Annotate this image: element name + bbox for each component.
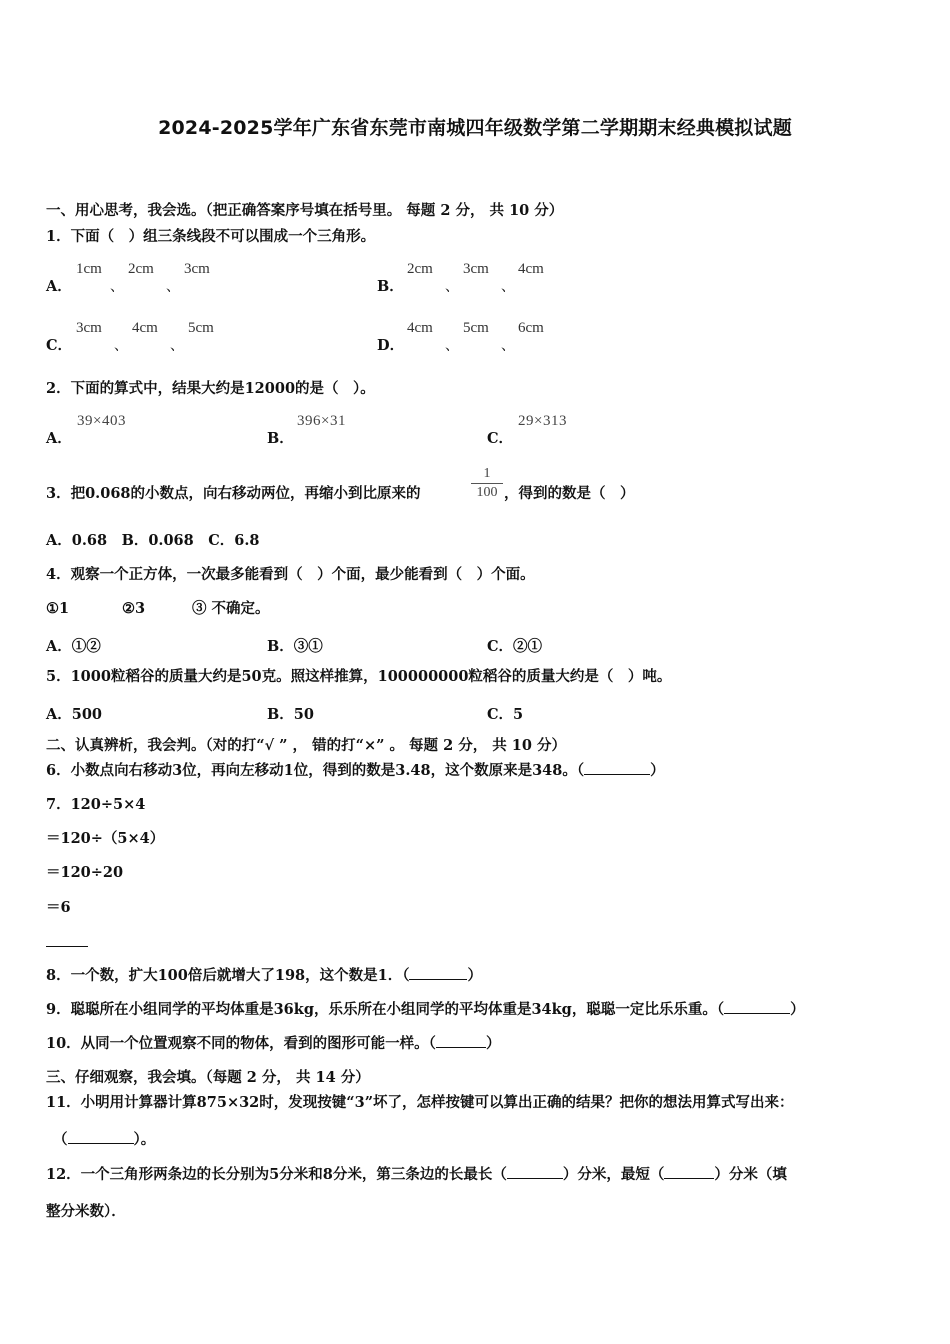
q12-answer-blank-2[interactable]: [664, 1166, 714, 1179]
q9-answer-blank[interactable]: [724, 1001, 790, 1014]
question-9: [46, 1001, 805, 1019]
q1-option-d-label: D．: [377, 337, 405, 354]
question-6: [46, 762, 665, 780]
question-4-stem: 4．观察一个正方体，一次最多能看到（ ）个面，最少能看到（ ）个面。: [46, 566, 535, 583]
q1-b-sep-1: 、: [445, 279, 459, 295]
q1-b-seg-1: 2cm: [407, 261, 433, 277]
q7-line-3: ＝120÷20: [46, 864, 124, 881]
q7-line-4: ＝6: [46, 899, 71, 916]
q2-option-a-expr: 39×403: [77, 413, 126, 429]
question-12-line-2: 整分米数）．: [46, 1203, 126, 1220]
page-title: 2024-2025学年广东省东莞市南城四年级数学第二学期期末经典模拟试题: [158, 117, 792, 139]
q11-open: （: [53, 1131, 68, 1148]
fraction-denominator: 100: [476, 485, 498, 500]
q9-stem: 9．聪聪所在小组同学的平均体重是36kg，乐乐所在小组同学的平均体重是34kg，聪聪一定比乐乐重。（: [46, 1001, 725, 1018]
question-3-stem-b: ，得到的数是（ ）: [504, 485, 635, 502]
q1-d-sep-1: 、: [445, 338, 459, 354]
question-1-stem: 1．下面（ ）组三条线段不可以围成一个三角形。: [46, 228, 376, 245]
q1-option-a-label: A．: [46, 278, 72, 295]
q4-choice-3: ③ 不确定。: [192, 600, 270, 617]
question-11-stem: 11．小明用计算器计算875×32时，发现按键“3”坏了，怎样按键可以算出正确的结果？把你的想法用算式写出来：: [46, 1094, 794, 1111]
q1-c-seg-3: 5cm: [188, 320, 214, 336]
q1-a-sep-1: 、: [110, 279, 124, 295]
question-12: [46, 1166, 787, 1184]
q4-option-b: B．③①: [267, 638, 323, 655]
q6-answer-blank[interactable]: [584, 762, 650, 775]
q1-b-seg-3: 4cm: [518, 261, 544, 277]
q2-option-b-expr: 396×31: [297, 413, 346, 429]
q12-stem-a: 12．一个三角形两条边的长分别为5分米和8分米，第三条边的长最长（: [46, 1166, 507, 1183]
q5-option-b: B．50: [267, 706, 314, 723]
question-3-stem-a: 3．把0.068的小数点，向右移动两位，再缩小到比原来的: [46, 485, 421, 502]
fraction-bar: [471, 483, 503, 484]
q10-stem: 10．从同一个位置观察不同的物体，看到的图形可能一样。（: [46, 1035, 436, 1052]
q1-a-sep-2: 、: [166, 279, 180, 295]
q2-option-a-label: A．: [46, 430, 72, 447]
q5-option-c: C．5: [487, 706, 524, 723]
q2-option-c-label: C．: [487, 430, 514, 447]
q11-close: ）。: [133, 1131, 156, 1148]
q4-option-a: A．①②: [46, 638, 101, 655]
q4-choice-2: ②3: [122, 600, 146, 617]
q1-c-seg-2: 4cm: [132, 320, 158, 336]
q2-option-c-expr: 29×313: [518, 413, 567, 429]
q6-stem: 6．小数点向右移动3位，再向左移动1位，得到的数是3.48，这个数原来是348。（: [46, 762, 585, 779]
q12-answer-blank-1[interactable]: [507, 1166, 563, 1179]
section-heading-3: 三、仔细观察，我会填。（每题 2 分， 共 14 分）: [46, 1069, 370, 1086]
q9-end: ）: [790, 1001, 805, 1018]
q1-a-seg-3: 3cm: [184, 261, 210, 277]
q1-c-seg-1: 3cm: [76, 320, 102, 336]
q8-answer-blank[interactable]: [409, 967, 467, 980]
q1-option-c-label: C．: [46, 337, 73, 354]
q1-a-seg-2: 2cm: [128, 261, 154, 277]
q12-stem-b: ）分米，最短（: [562, 1166, 665, 1183]
fraction-numerator: 1: [483, 466, 491, 481]
q10-end: ）: [485, 1035, 501, 1052]
q7-line-1: 7．120÷5×4: [46, 796, 146, 813]
q1-option-b-label: B．: [377, 278, 404, 295]
q1-c-sep-2: 、: [170, 338, 184, 354]
q6-end: ）: [650, 762, 665, 779]
q1-b-seg-2: 3cm: [463, 261, 489, 277]
question-8: [46, 967, 482, 985]
q2-option-b-label: B．: [267, 430, 294, 447]
q8-end: ）: [467, 967, 482, 984]
q11-answer: [53, 1131, 155, 1149]
q1-d-seg-3: 6cm: [518, 320, 544, 336]
q1-b-sep-2: 、: [501, 279, 515, 295]
q7-line-2: ＝120÷（5×4）: [46, 830, 165, 847]
q3-options: A．0.68 B．0.068 C．6.8: [46, 532, 260, 549]
q1-c-sep-1: 、: [114, 338, 128, 354]
q1-a-seg-1: 1cm: [76, 261, 102, 277]
q8-stem: 8．一个数，扩大100倍后就增大了198，这个数是1．（: [46, 967, 410, 984]
q4-option-c: C．②①: [487, 638, 543, 655]
q5-option-a: A．500: [46, 706, 103, 723]
q1-d-sep-2: 、: [501, 338, 515, 354]
q7-answer-blank[interactable]: [46, 946, 88, 947]
question-5-stem: 5．1000粒稻谷的质量大约是50克。照这样推算，100000000粒稻谷的质量大约是（ ）吨。: [46, 668, 672, 685]
q4-choice-1: ①1: [46, 600, 70, 617]
fraction-one-hundredth: [471, 466, 503, 501]
q10-answer-blank[interactable]: [436, 1035, 486, 1048]
q12-stem-c: ）分米（填: [714, 1166, 787, 1183]
section-heading-1: 一、用心思考，我会选。（把正确答案序号填在括号里。 每题 2 分， 共 10 分）: [46, 202, 564, 219]
q11-answer-blank[interactable]: [68, 1131, 134, 1144]
q1-d-seg-2: 5cm: [463, 320, 489, 336]
question-2-stem: 2．下面的算式中，结果大约是12000的是（ ）。: [46, 380, 375, 397]
q1-d-seg-1: 4cm: [407, 320, 433, 336]
question-10: [46, 1035, 500, 1053]
section-heading-2: 二、认真辨析，我会判。（对的打“√ ” ， 错的打“×” 。 每题 2 分， 共 10 分）: [46, 737, 567, 754]
